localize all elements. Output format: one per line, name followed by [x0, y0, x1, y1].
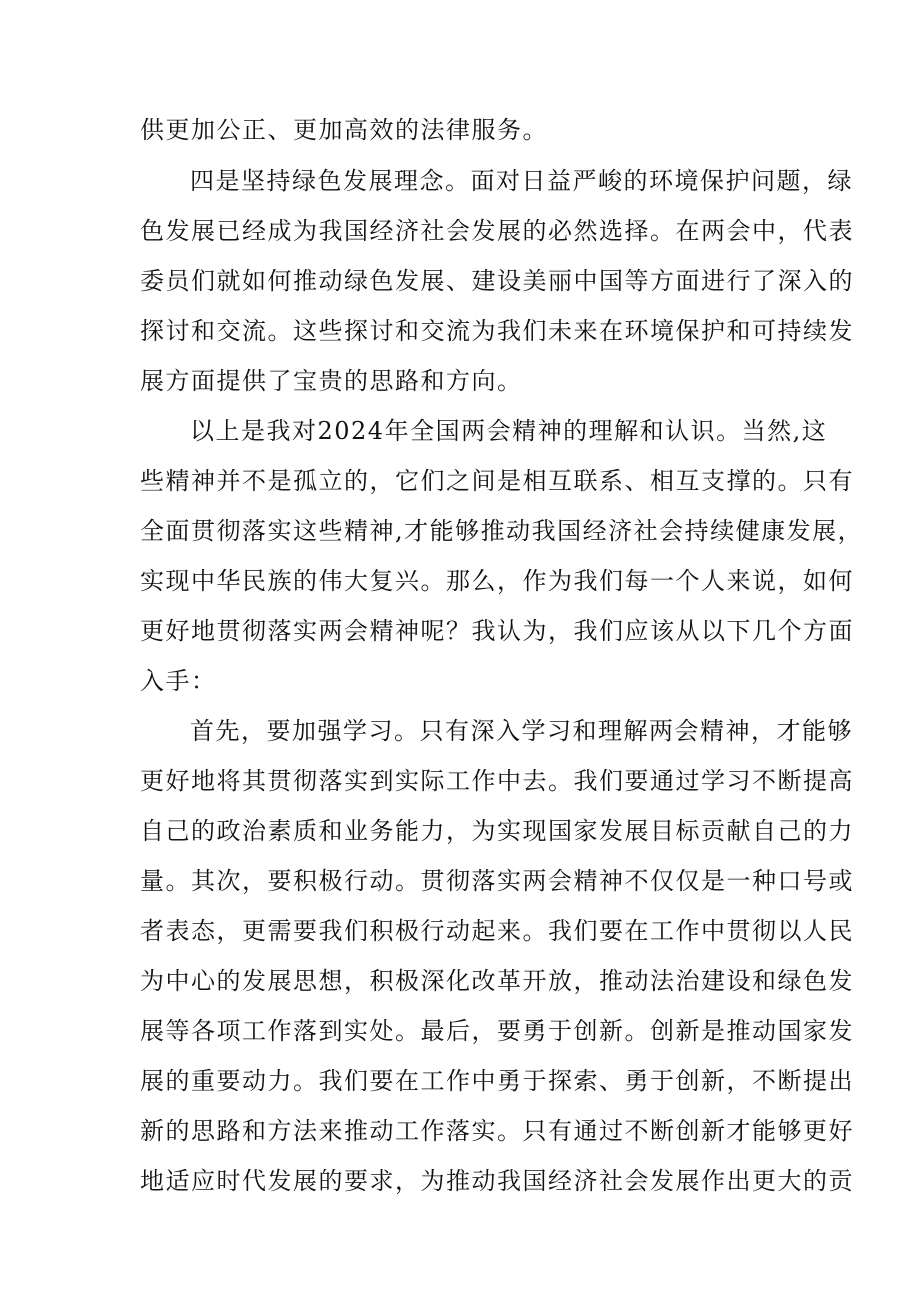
paragraph-start-line: 首先，要加强学习。只有深入学习和理解两会精神，才能够	[190, 717, 853, 745]
text-line: 地适应时代发展的要求，为推动我国经济社会发展作出更大的贡	[140, 1167, 854, 1195]
text-line: 入手：	[140, 667, 217, 695]
text-line: 更好地将其贯彻落实到实际工作中去。我们要通过学习不断提高	[140, 767, 854, 795]
text-line: 为中心的发展思想，积极深化改革开放，推动法治建设和绿色发	[140, 967, 854, 995]
text-line: 全面贯彻落实这些精神,才能够推动我国经济社会持续健康发展，	[140, 517, 864, 545]
text-line: 色发展已经成为我国经济社会发展的必然选择。在两会中，代表	[140, 217, 854, 245]
text-line: 自己的政治素质和业务能力，为实现国家发展目标贡献自己的力	[140, 817, 854, 845]
paragraph-start-line: 四是坚持绿色发展理念。面对日益严峻的环境保护问题，绿	[190, 167, 853, 195]
text-line: 实现中华民族的伟大复兴。那么，作为我们每一个人来说，如何	[140, 567, 854, 595]
text-line: 量。其次，要积极行动。贯彻落实两会精神不仅仅是一种口号或	[140, 867, 854, 895]
text-line: 委员们就如何推动绿色发展、建设美丽中国等方面进行了深入的	[140, 267, 854, 295]
text-line: 者表态，更需要我们积极行动起来。我们要在工作中贯彻以人民	[140, 917, 854, 945]
text-line: 展等各项工作落到实处。最后，要勇于创新。创新是推动国家发	[140, 1017, 854, 1045]
text-line: 展的重要动力。我们要在工作中勇于探索、勇于创新，不断提出	[140, 1067, 854, 1095]
text-line: 供更加公正、更加高效的法律服务。	[140, 116, 548, 144]
text-line: 探讨和交流。这些探讨和交流为我们未来在环境保护和可持续发	[140, 317, 854, 345]
paragraph-start-line: 以上是我对2024年全国两会精神的理解和认识。当然,这	[190, 417, 828, 445]
text-line: 新的思路和方法来推动工作落实。只有通过不断创新才能够更好	[140, 1117, 854, 1145]
text-line: 展方面提供了宝贵的思路和方向。	[140, 367, 523, 395]
text-line: 些精神并不是孤立的，它们之间是相互联系、相互支撑的。只有	[140, 467, 854, 495]
text-line: 更好地贯彻落实两会精神呢？我认为，我们应该从以下几个方面	[140, 617, 854, 645]
